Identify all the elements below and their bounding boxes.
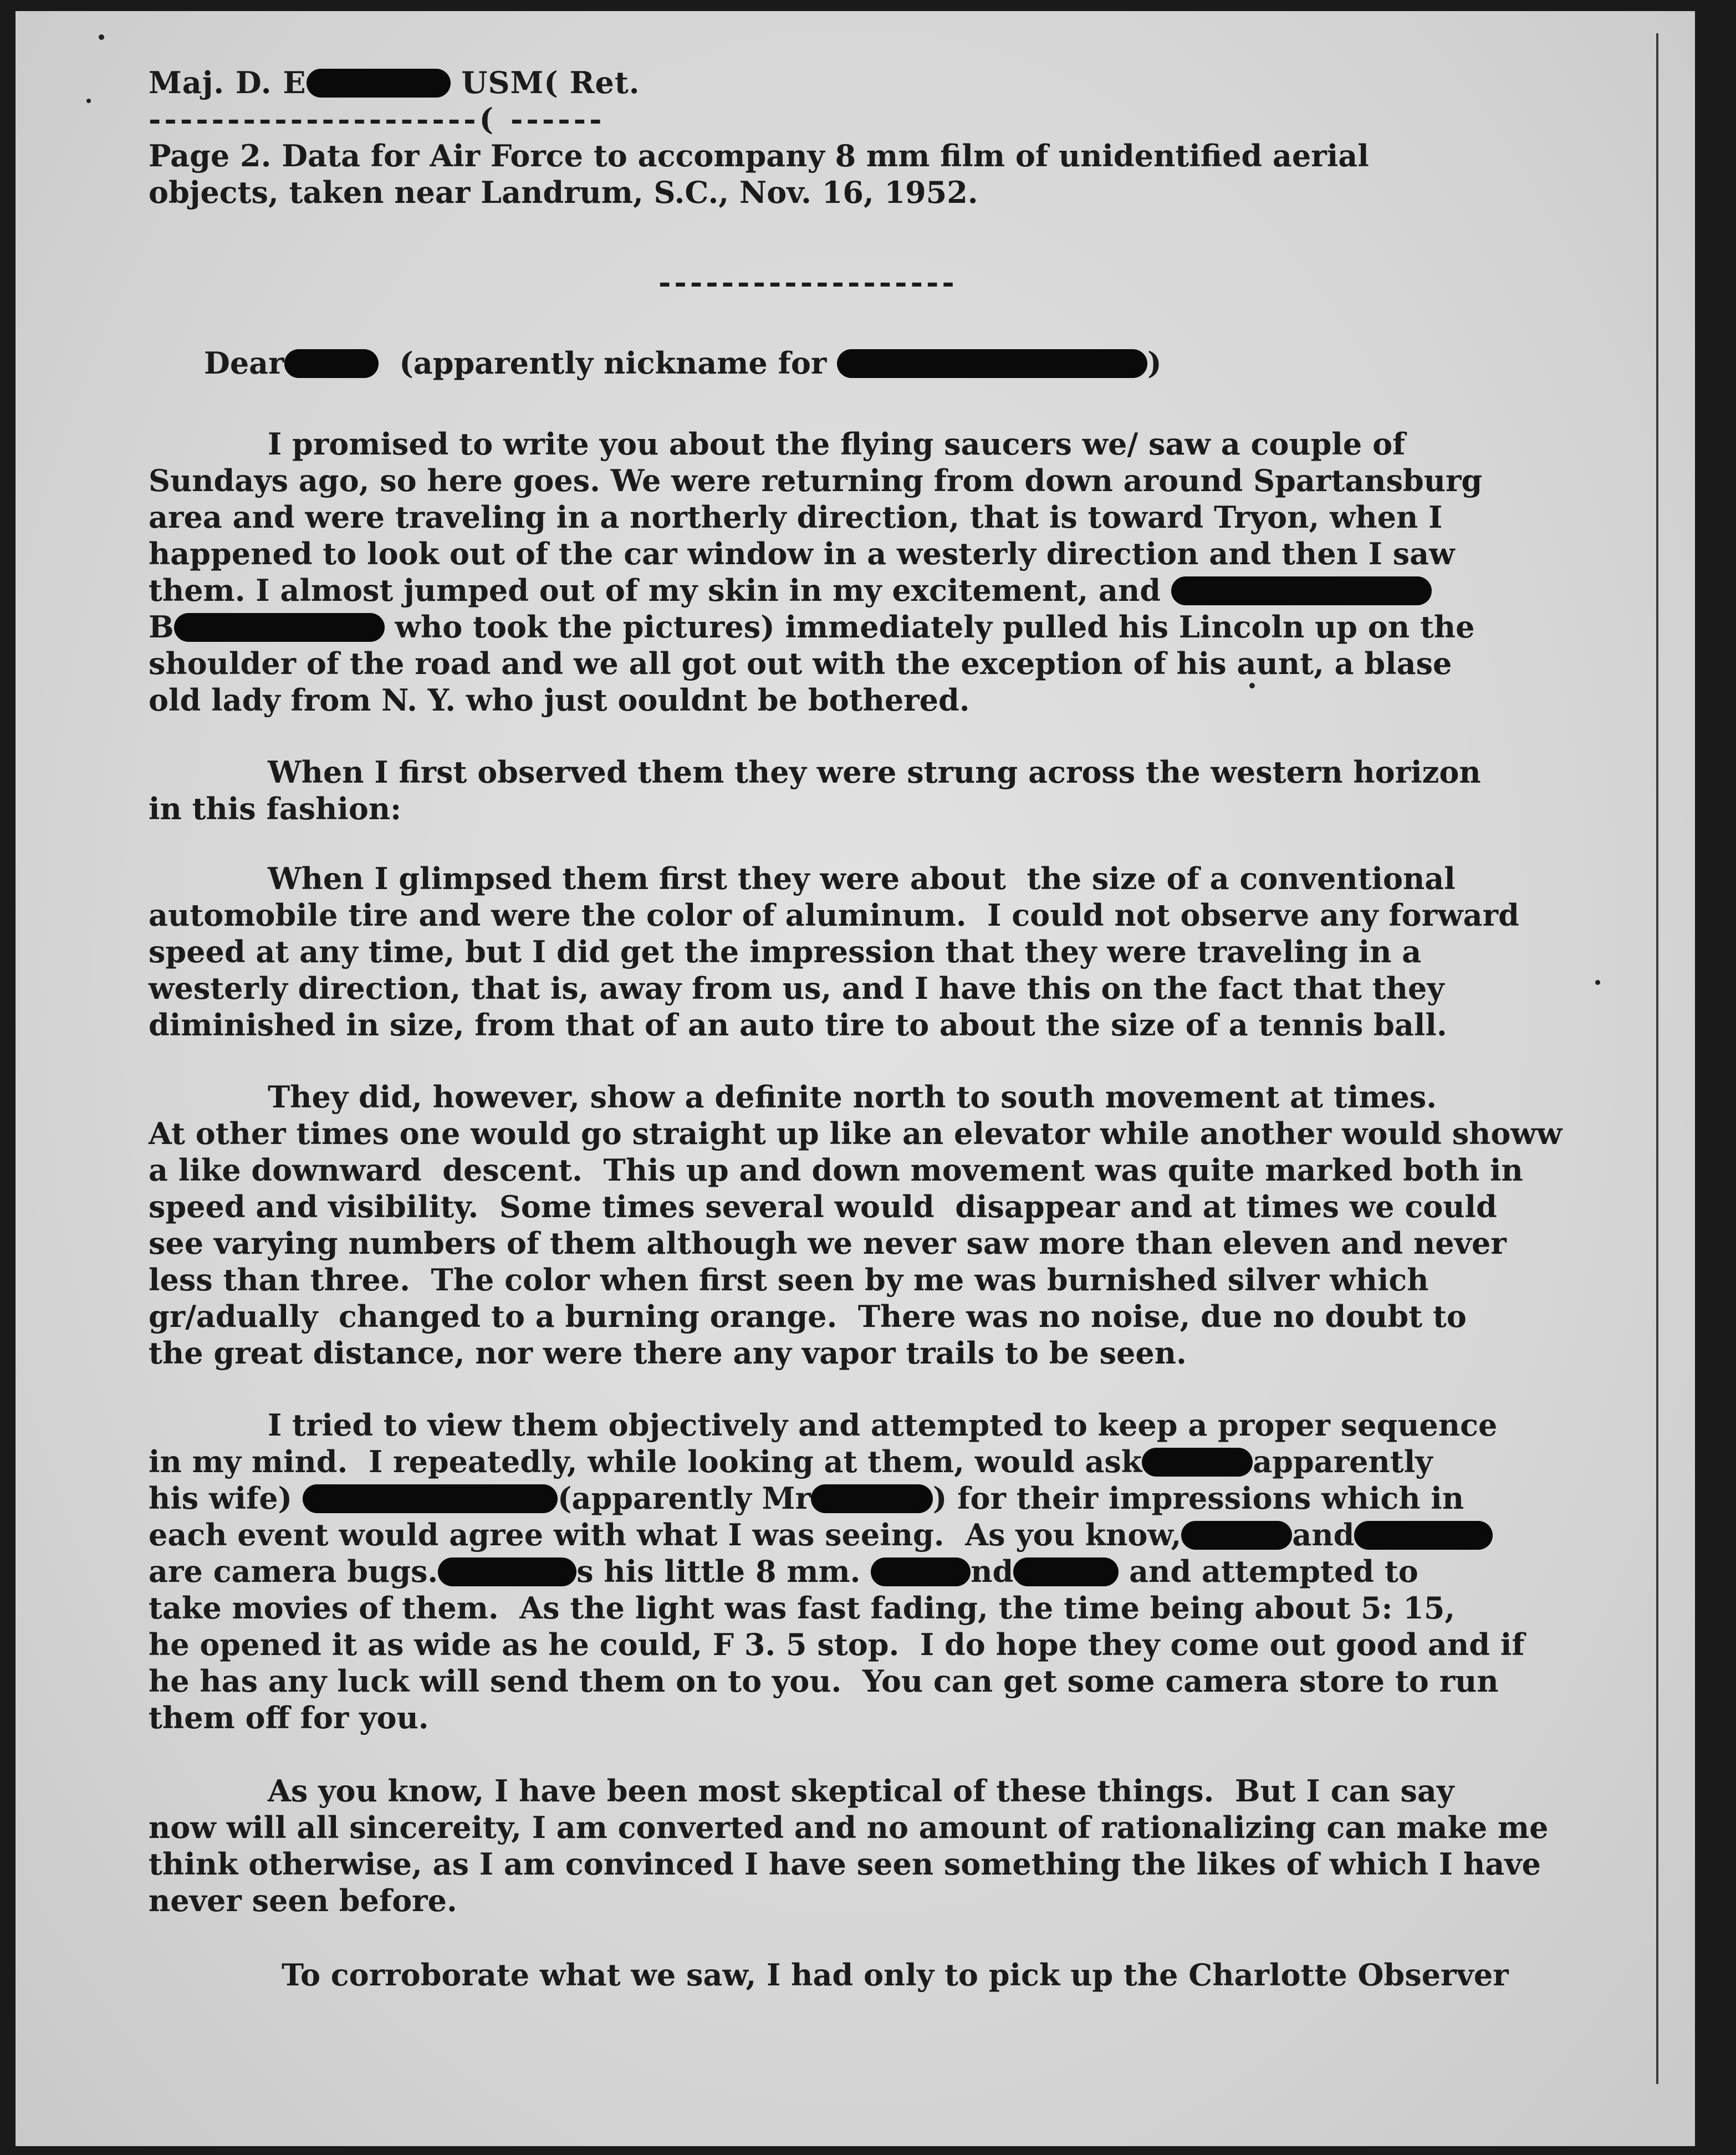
text-span: apparently	[1253, 1444, 1433, 1479]
text-line: a like downward descent. This up and down movement was quite marked both in	[149, 1152, 1523, 1188]
addressee-line	[149, 64, 1623, 101]
page-title-line-2: objects, taken near Landrum, S.C., Nov. 16, 1952.	[149, 175, 978, 210]
salutation-note: (apparently nickname for	[399, 345, 827, 381]
redaction-block	[837, 349, 1147, 378]
text-span: who took the pictures) immediately pulled his Lincoln up on the	[395, 609, 1475, 645]
text-line	[149, 1516, 1623, 1553]
paragraph-7	[149, 1957, 1623, 1993]
text-line: automobile tire and were the color of aluminum. I could not observe any forward	[149, 897, 1519, 933]
text-line: shoulder of the road and we all got out with the exception of his aunt, a blase	[149, 646, 1452, 681]
dash-line: ---------------------( ------	[149, 101, 605, 137]
redaction-block	[438, 1557, 576, 1586]
text-span: ) for their impressions which in	[932, 1480, 1464, 1516]
text-span: each event would agree with what I was seeing. As you know,	[149, 1517, 1182, 1553]
paragraph-4	[149, 1079, 1623, 1371]
text-line: gr/adually changed to a burning orange. There was no noise, due no doubt to	[149, 1299, 1467, 1334]
redaction-block	[174, 613, 385, 642]
text-span: (apparently Mr	[557, 1480, 811, 1516]
text-span: his wife)	[149, 1480, 293, 1516]
separator-line: -------------------	[658, 264, 958, 300]
letter-body	[149, 64, 1623, 1993]
text-line: less than three. The color when first seen by me was burnished silver which	[149, 1262, 1429, 1298]
page-title-line-1: Page 2. Data for Air Force to accompany 8 mm film of unidentified aerial	[149, 138, 1369, 173]
redaction-block	[1013, 1557, 1119, 1586]
addressee-prefix: Maj. D. E	[149, 65, 307, 100]
salutation-line	[149, 345, 1623, 381]
text-line: As you know, I have been most skeptical of these things. But I can say	[268, 1773, 1454, 1809]
redaction-block	[284, 349, 379, 378]
document-page	[16, 11, 1695, 2146]
text-span: s his little 8 mm.	[576, 1554, 861, 1589]
paragraph-1	[149, 426, 1623, 718]
text-line: them off for you.	[149, 1700, 429, 1735]
text-line: Sundays ago, so here goes. We were returning from down around Spartansburg	[149, 463, 1483, 498]
text-line: westerly direction, that is, away from us, and I have this on the fact that they	[149, 971, 1444, 1006]
text-span: them. I almost jumped out of my skin in my excitement, and	[149, 573, 1161, 608]
text-line: never seen before.	[149, 1883, 457, 1918]
text-line: take movies of them. As the light was fast fading, the time being about 5: 15,	[149, 1590, 1456, 1626]
page-border-line	[1656, 33, 1658, 2084]
paragraph-2	[149, 754, 1623, 827]
text-line: diminished in size, from that of an auto tire to about the size of a tennis ball.	[149, 1007, 1447, 1043]
text-line: When I first observed them they were strung across the western horizon	[268, 754, 1481, 790]
text-line: he has any luck will send them on to you. You can get some camera store to run	[149, 1663, 1499, 1699]
redaction-block	[1181, 1521, 1292, 1550]
text-line: see varying numbers of them although we never saw more than eleven and never	[149, 1225, 1507, 1261]
redaction-block	[303, 1484, 558, 1513]
text-line	[149, 1443, 1623, 1480]
text-line	[149, 609, 1623, 645]
speck-mark	[99, 34, 104, 40]
text-line: happened to look out of the car window in a westerly direction and then I saw	[149, 536, 1455, 571]
text-line: At other times one would go straight up like an elevator while another would showw	[149, 1116, 1563, 1151]
paragraph-5	[149, 1407, 1623, 1736]
text-span: are camera bugs.	[149, 1554, 438, 1589]
text-span: B	[149, 609, 174, 645]
text-span: and attempted to	[1129, 1554, 1418, 1589]
text-line: he opened it as wide as he could, F 3. 5 stop. I do hope they come out good and if	[149, 1627, 1525, 1662]
speck-mark	[86, 99, 91, 103]
redaction-block	[811, 1484, 933, 1513]
redaction-block	[1142, 1448, 1253, 1477]
text-span: in my mind. I repeatedly, while looking at them, would ask	[149, 1444, 1142, 1479]
redaction-block	[1354, 1521, 1493, 1550]
text-line: When I glimpsed them first they were about the size of a conventional	[268, 861, 1456, 896]
salutation-close: )	[1147, 345, 1162, 381]
text-line	[149, 1480, 1623, 1516]
text-line: think otherwise, as I am convinced I have seen something the likes of which I have	[149, 1846, 1541, 1882]
text-line: To corroborate what we saw, I had only to pick up the Charlotte Observer	[282, 1957, 1509, 1993]
text-line: in this fashion:	[149, 791, 402, 826]
text-line: old lady from N. Y. who just oouldnt be bothered.	[149, 682, 970, 718]
text-line: I promised to write you about the flying saucers we/ saw a couple of	[268, 426, 1406, 462]
salutation-dear: Dear	[204, 345, 284, 381]
text-span: nd	[971, 1554, 1014, 1589]
text-line	[149, 1553, 1623, 1590]
redaction-block	[871, 1557, 971, 1586]
text-line: speed and visibility. Some times several would disappear and at times we could	[149, 1189, 1497, 1224]
addressee-suffix: USM( Ret.	[461, 65, 640, 100]
text-line: speed at any time, but I did get the impression that they were traveling in a	[149, 934, 1422, 969]
redaction-block	[307, 69, 451, 98]
text-line: the great distance, nor were there any vapor trails to be seen.	[149, 1335, 1187, 1371]
redaction-block	[1171, 576, 1432, 605]
text-line: now will all sincereity, I am converted and no amount of rationalizing can make me	[149, 1810, 1549, 1845]
text-span: and	[1292, 1517, 1355, 1553]
text-line: I tried to view them objectively and attempted to keep a proper sequence	[268, 1407, 1498, 1443]
paragraph-6	[149, 1773, 1623, 1919]
text-line: area and were traveling in a northerly direction, that is toward Tryon, when I	[149, 499, 1443, 535]
text-line	[149, 572, 1623, 609]
paragraph-3	[149, 860, 1623, 1043]
text-line: They did, however, show a definite north to south movement at times.	[268, 1079, 1437, 1115]
